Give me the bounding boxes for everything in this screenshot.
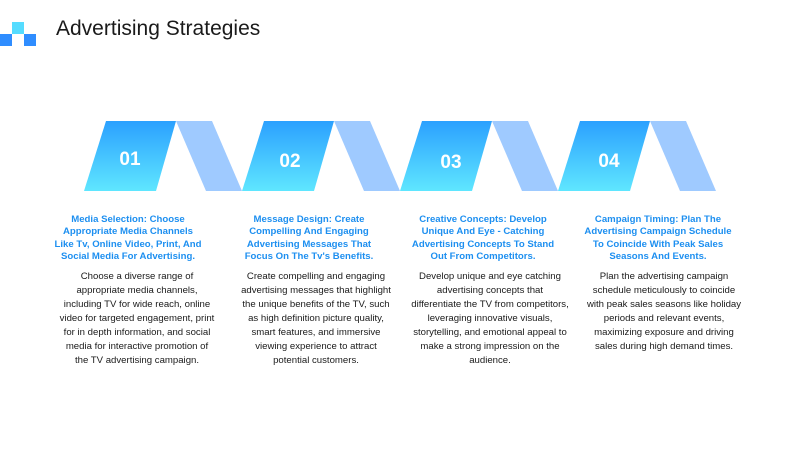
step-number-1: 01	[119, 149, 141, 170]
step-description-3: Develop unique and eye catching advertising concepts that differentiate the TV from competitors, leveraging innovative visuals, storytelling, and emotional appeal to make a strong impression on the audience.	[411, 271, 569, 366]
step-ribbon	[80, 121, 720, 191]
step-shape-3	[400, 121, 558, 191]
step-title-1: Media Selection: Choose Appropriate Media Channels Like Tv, Online Video, Print, And Social Media For Advertising.	[54, 214, 202, 263]
step-title-2: Message Design: Create Compelling And Engaging Advertising Messages That Focus On The Tv's Benefits.	[244, 214, 374, 263]
page-title: Advertising Strategies	[56, 17, 261, 40]
logo-square-top	[12, 22, 24, 34]
step-description-4: Plan the advertising campaign schedule meticulously to coincide with peak sales seasons like holiday periods and relevant events, maximizing exposure and driving sales during high demand times.	[586, 271, 742, 352]
step-number-4: 04	[598, 151, 620, 172]
logo-icon	[0, 22, 40, 48]
step-shape-2	[242, 121, 400, 191]
step-shape-1	[84, 121, 242, 191]
step-shape-4	[558, 121, 716, 191]
step-description-2: Create compelling and engaging advertising messages that highlight the unique benefits of the TV, such as high definition picture quality, smart features, and immersive viewing experience to attract potential customers.	[241, 271, 391, 366]
logo-square-left	[0, 34, 12, 46]
step-number-2: 02	[279, 151, 301, 172]
step-title-3: Creative Concepts: Develop Unique And Eye - Catching Advertising Concepts To Stand Out From Competitors.	[411, 214, 555, 263]
step-number-3: 03	[440, 152, 462, 173]
logo-square-right	[24, 34, 36, 46]
step-title-4: Campaign Timing: Plan The Advertising Campaign Schedule To Coincide With Peak Sales Seasons And Events.	[584, 214, 732, 263]
step-description-1: Choose a diverse range of appropriate media channels, including TV for wide reach, online video for targeted engagement, print for in depth information, and social media for interactive promotion of the TV advertising campaign.	[59, 271, 215, 366]
